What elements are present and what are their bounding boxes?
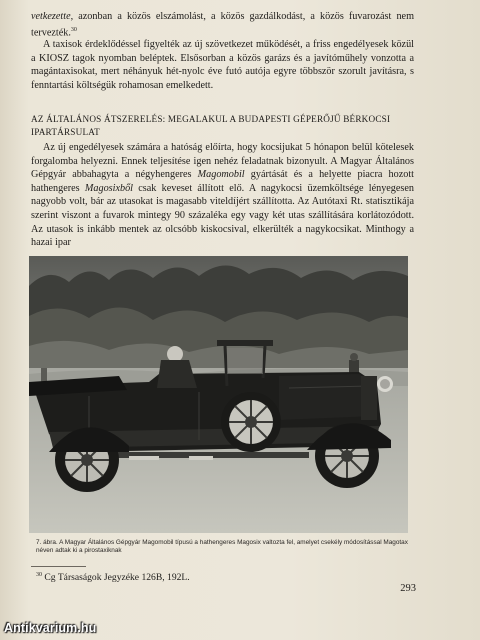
italic-word: vetkezette, bbox=[31, 11, 74, 22]
paragraph-taxi-cooperative: A taxisok érdeklődéssel figyelték az új szövetkezet működését, a friss engedélyesek közül a KIOSZ tagok nyomban beléptek. Elsősorban a közös garázs és a javítóműhely vonzotta a magántaxisokat, mert néhányuk hét-nyolc éve futó autója egyre többször szorult javításra, s fenntartási költségük rohamosan emelkedett. bbox=[31, 39, 414, 91]
footnote-divider bbox=[31, 566, 86, 567]
paragraph-text: csak keveset állított elő. A nagykocsi üzemköltsége lényegesen nagyobb volt, bár az utasokat is magasabb viteldíjért szállította. Az Autótaxi Rt. statisztikája szerint viszont a fuvarok mintegy 90 százaléka egy vagy két utas szállítására korlátozódott. Az utasok is inkább mentek az olcsóbb kiskocsival, elkerülték a nagykocsikat. Minthogy a hazai ipar bbox=[31, 182, 415, 249]
italic-model-name: Magosixből bbox=[84, 182, 134, 194]
page-number: 293 bbox=[400, 583, 416, 594]
footnote bbox=[36, 572, 336, 584]
figure-caption: 7. ábra. A Magyar Általános Gépgyár Magomobil típusú a hathengeres Magosix valtozta fel, amelyet csekély módosítással Magotax néven adtak ki a pirostaxiknak bbox=[36, 539, 408, 555]
watermark: Antikvarium.hu bbox=[4, 621, 97, 635]
footnote-reference: 30 bbox=[70, 26, 77, 33]
footnote-number: 30 bbox=[36, 571, 42, 578]
vintage-car-photo bbox=[29, 256, 408, 533]
paragraph-continuation bbox=[31, 10, 414, 40]
paragraph-licences bbox=[31, 141, 414, 250]
paragraph-text: Az új engedélyesek számára a hatóság előírta, hogy kocsijukat 5 hónapon belül kötelesek forgalomba helyezni. Ennek teljesítése igen nehéz feladatnak bizonyult. A Magyar Általános Gépgyár abbahagyta a négyhengeres bbox=[31, 142, 414, 181]
section-heading: AZ ÁLTALÁNOS ÁTSZERELÉS: MEGALAKUL A BUDAPESTI GÉPERŐJŰ BÉRKOCSI IPARTÁRSULAT bbox=[31, 114, 391, 137]
paragraph-text: azonban a közös elszámolást, a közös gazdálkodást, a közös fuvarozást nem tervezték. bbox=[31, 11, 414, 38]
footnote-text: Cg Társaságok Jegyzéke 126B, 192L. bbox=[42, 572, 190, 583]
italic-model-name: Magomobil bbox=[197, 169, 245, 181]
paragraph-text: gyártását és a helyette piacra hozott hathengeres bbox=[31, 169, 414, 194]
